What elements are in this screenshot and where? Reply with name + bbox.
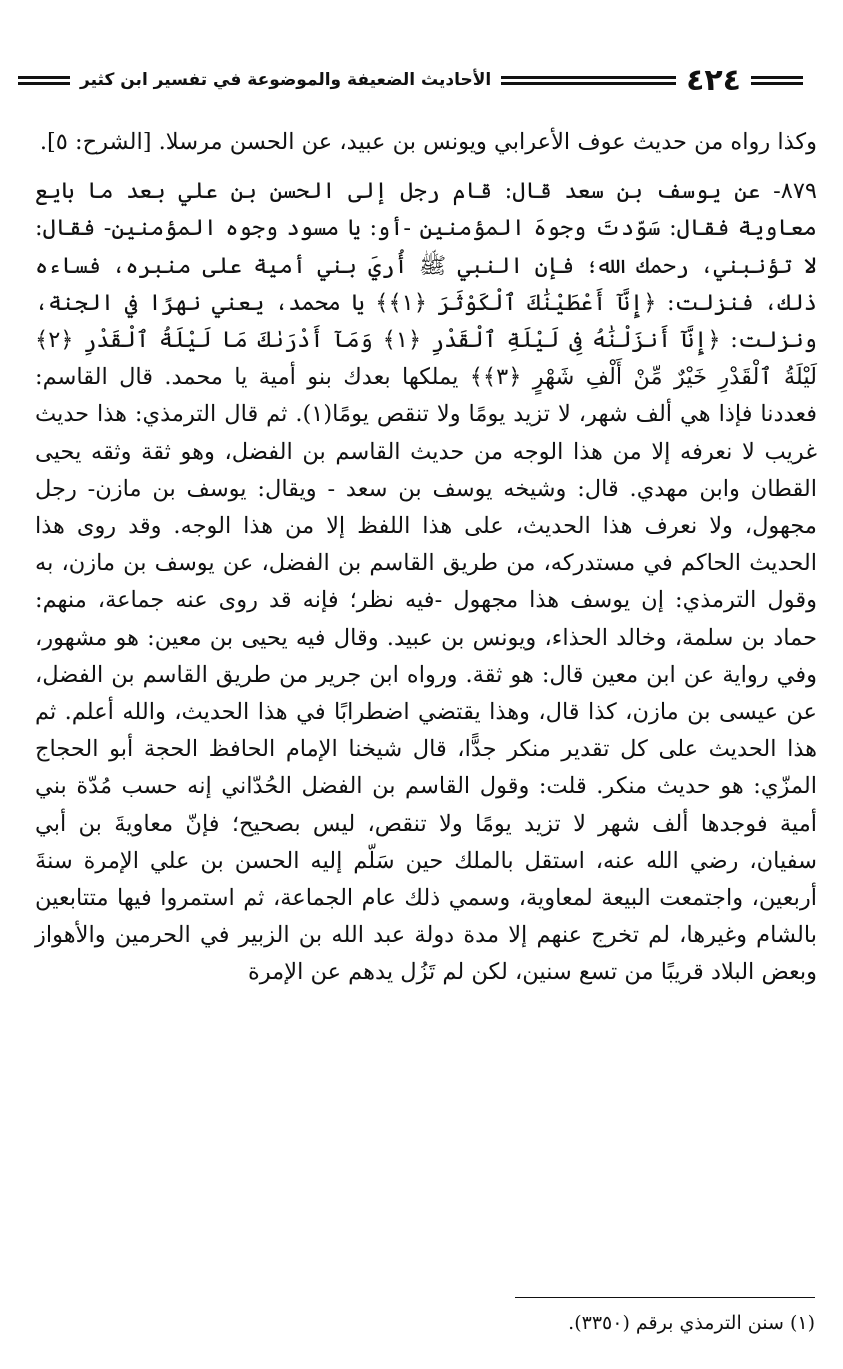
intro-text: وكذا رواه من حديث عوف الأعرابي ويونس بن عبيد، عن الحسن مرسلا. [158,129,817,155]
page-header [18,60,803,100]
header-rule-right [751,76,803,85]
hadith-879-paragraph: ٨٧٩- عن يوسف بن سعد قال: قام رجل إلى الحسن بن علي بعد ما بايع معاوية فقال: سَوّدتَ وجوهَ المؤمنين -أو: يا مسود وجوه المؤمنين- فقال: لا تؤنبني، رحمك الله؛ فإن النبي ﷺ أُريَ بني أمية على منبره، فساءه ذلك، فنزلت: ﴿إِنَّآ أَعْطَيْنَٰكَ ٱلْكَوْثَرَ ﴿١﴾﴾ يا محمد، يعني نهرًا في الجنة، ونزلت: ﴿إِنَّآ أَنزَلْنَٰهُ فِى لَيْلَةِ ٱلْقَدْرِ ﴿١﴾ وَمَآ أَدْرَىٰكَ مَا لَيْلَةُ ٱلْقَدْرِ ﴿٢﴾ لَيْلَةُ ٱلْقَدْرِ خَيْرٌ مِّنْ أَلْفِ شَهْرٍ ﴿٣﴾﴾ يملكها بعدك بنو أمية يا محمد. قال القاسم: فعددنا فإذا هي ألف شهر، لا تزيد يومًا ولا تنقص يومًا(١). ثم قال الترمذي: هذا حديث غريب لا نعرفه إلا من هذا الوجه من حديث القاسم بن الفضل، وهو ثقة وثقه يحيى القطان وابن مهدي. قال: وشيخه يوسف بن سعد - ويقال: يوسف بن مازن- رجل مجهول، ولا نعرف هذا الحديث، على هذا اللفظ إلا من هذا الوجه. وقد روى هذا الحديث الحاكم في مستدركه، من طريق القاسم بن الفضل، عن يوسف بن مازن، به وقول الترمذي: إن يوسف هذا مجهول -فيه نظر؛ فإنه قد روى عنه جماعة، منهم: حماد بن سلمة، وخالد الحذاء، ويونس بن عبيد. وقال فيه يحيى بن معين: هو مشهور، وفي رواية عن ابن معين قال: هو ثقة. ورواه ابن جرير من طريق القاسم بن الفضل، عن عيسى بن مازن، كذا قال، وهذا يقتضي اضطرابًا في هذا الحديث، والله أعلم. ثم هذا الحديث على كل تقدير منكر جدًّا، قال شيخنا الإمام الحافظ الحجة أبو الحجاج المزّي: هو حديث منكر. قلت: وقول القاسم بن الفضل الحُدّاني إنه حسب مُدّة بني أمية فوجدها ألف شهر لا تزيد يومًا ولا تنقص، ليس بصحيح؛ فإنّ معاويةَ بن أبي سفيان، رضي الله عنه، استقل بالملك حين سَلّم إليه الحسن بن علي الإمرة سنةَ أربعين، واجتمعت البيعة لمعاوية، وسمي ذلك عام الجماعة، ثم استمروا فيها متتابعين بالشام وغيرها، لم تخرج عنهم إلا مدة دولة عبد الله بن الزبير في الحرمين والأهواز وبعض البلاد قريبًا من تسع سنين، لكن لم تَزُل يدهم عن الإمرة [35,178,817,986]
page-number: ٤٢٤ [686,62,741,98]
footnote-divider [515,1297,815,1298]
header-rule-left [18,76,70,85]
intro-citation: [الشرح: ٥]. [39,129,152,155]
page-body [35,124,817,992]
header-rule-middle [501,76,676,85]
intro-paragraph [35,124,817,161]
running-title: الأحاديث الضعيفة والموضوعة في تفسير ابن كثير [80,70,492,90]
footnote: (١) سنن الترمذي برقم (٣٣٥٠). [568,1312,815,1334]
